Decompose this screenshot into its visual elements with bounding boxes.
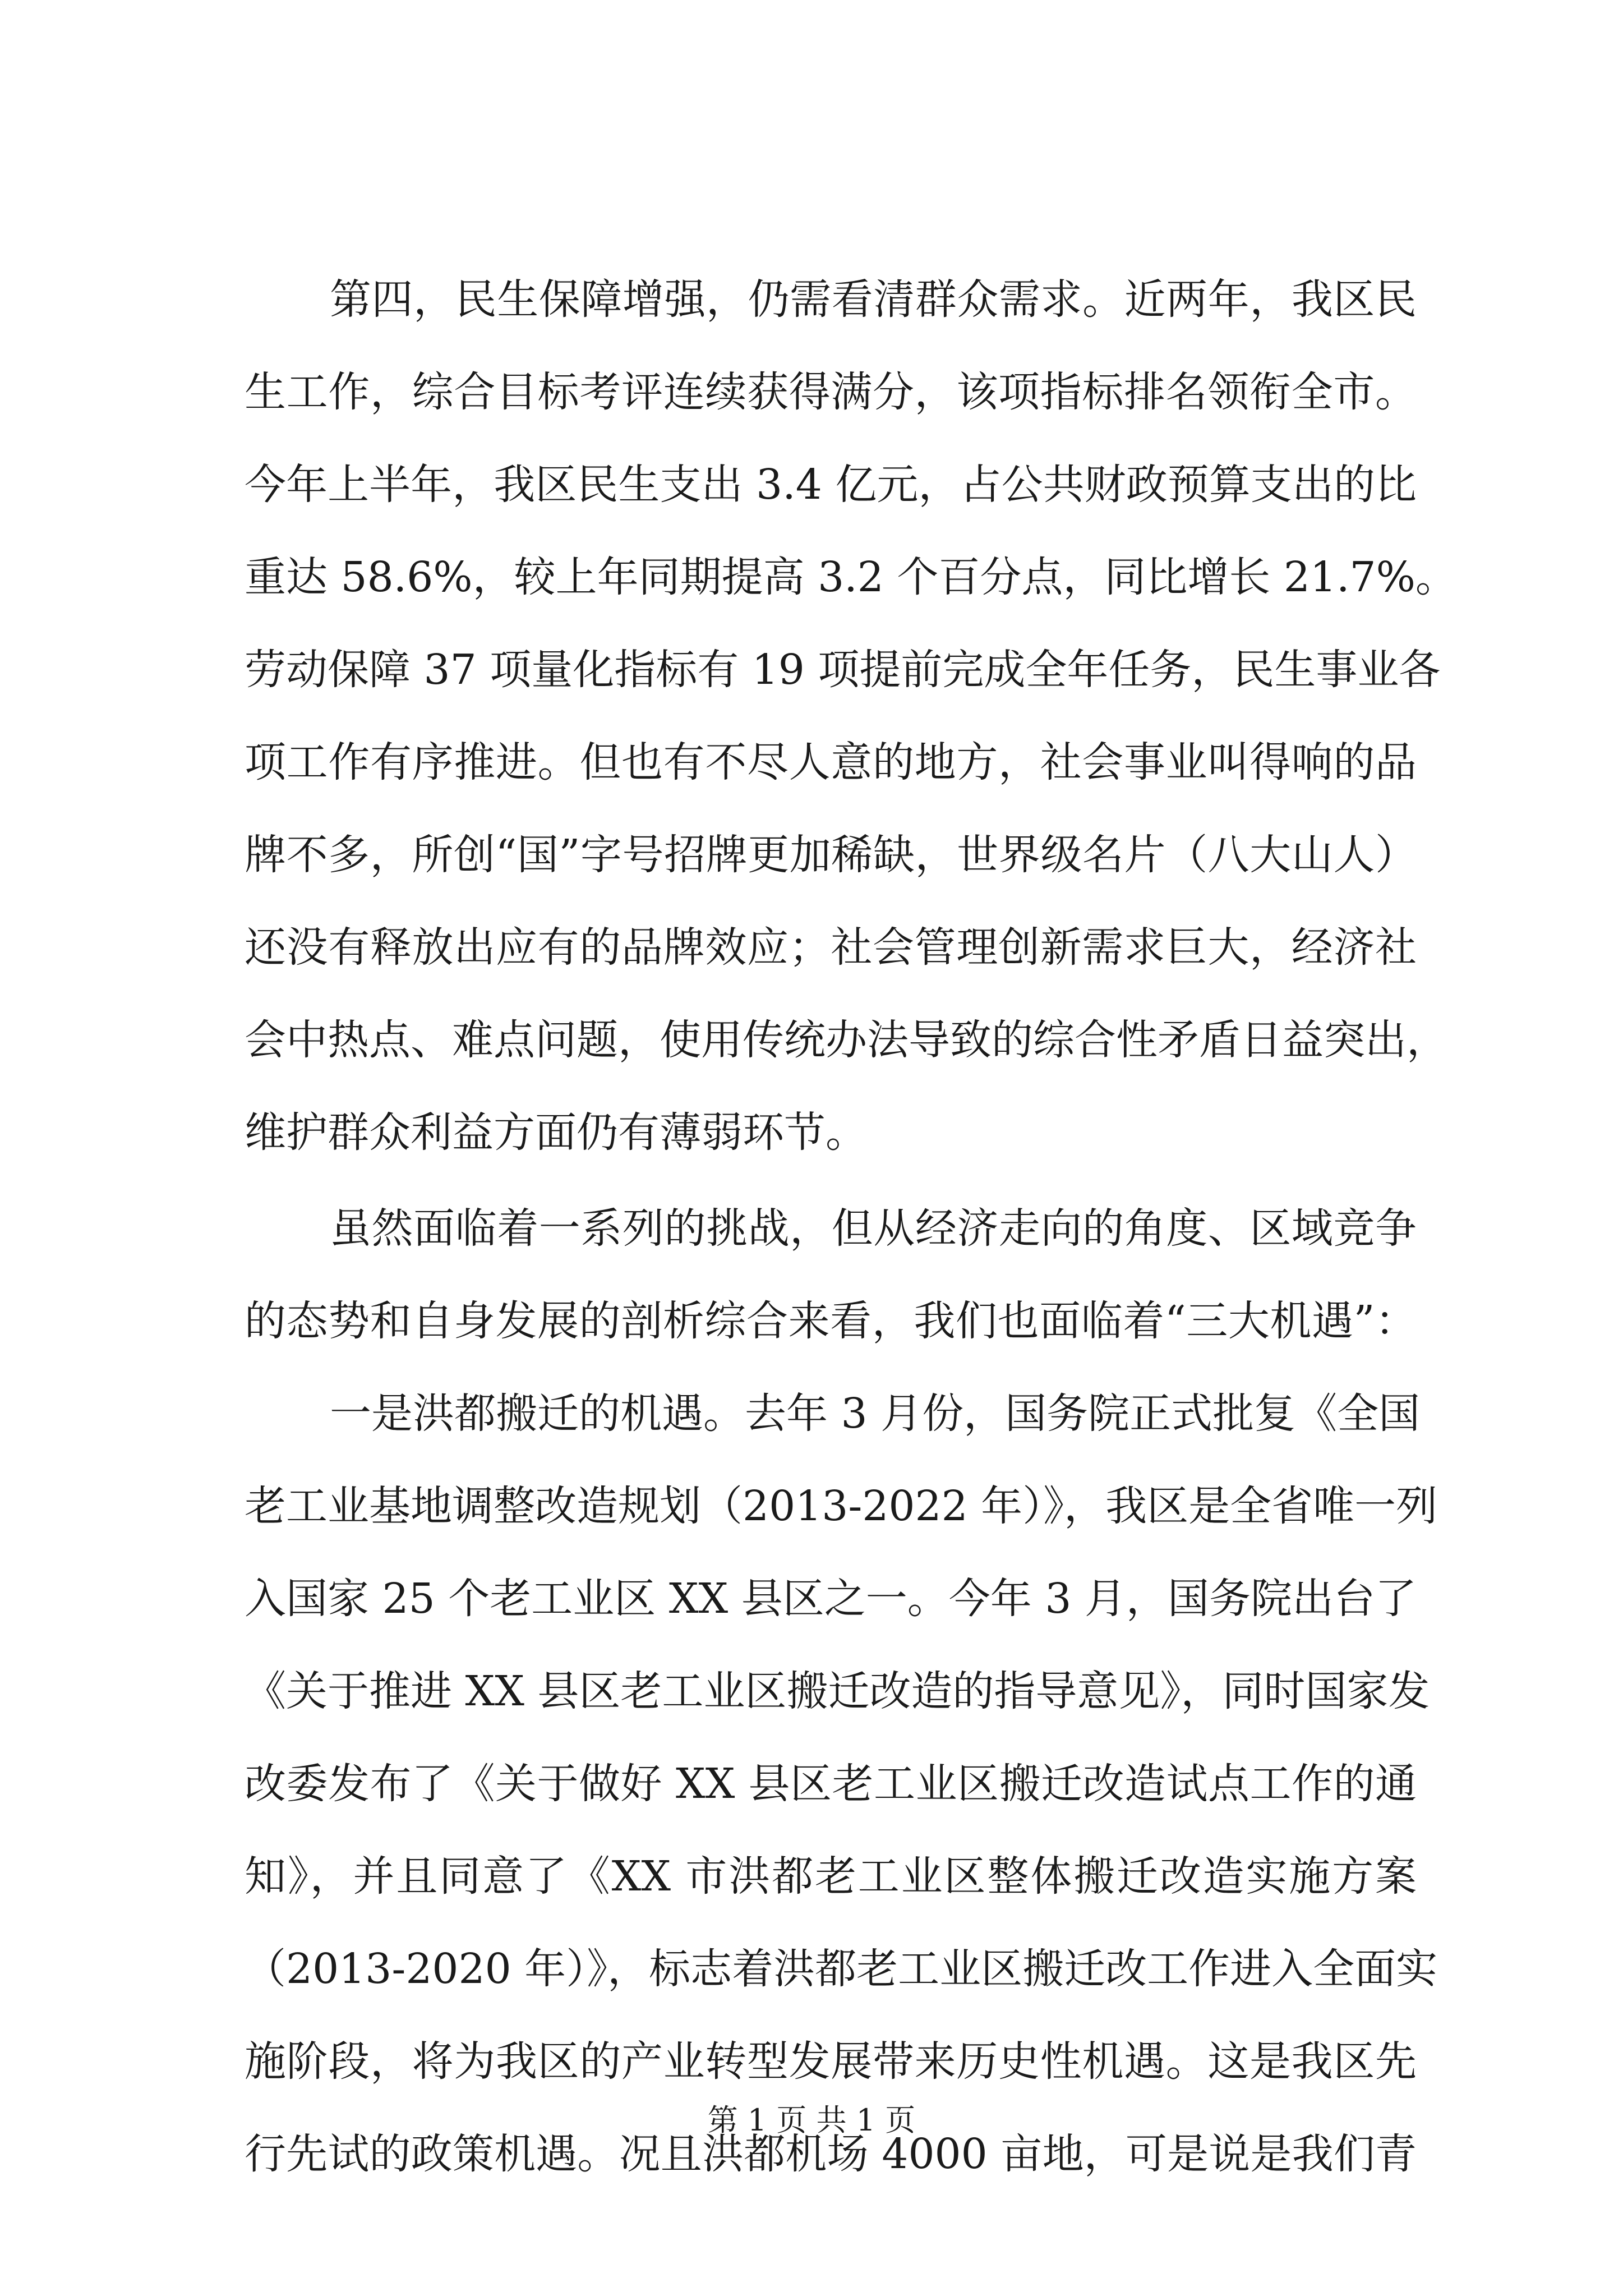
text-line: 的态势和自身发展的剖析综合来看，我们也面临着“三大机遇”：	[245, 1297, 1417, 1345]
body-text	[245, 254, 1457, 2201]
text-line: 第四，民生保障增强，仍需看清群众需求。近两年，我区民	[330, 275, 1417, 324]
paragraph-3	[245, 1368, 1438, 2201]
page-footer	[0, 2098, 1623, 2143]
text-line: 牌不多，所创“国”字号招牌更加稀缺，世界级名片（八大山人）	[245, 831, 1417, 879]
text-line: 重达 58.6%，较上年同期提高 3.2 个百分点，同比增长 21.7%。	[245, 553, 1457, 601]
paragraph-1	[245, 254, 1457, 1179]
text-line: 知》，并且同意了《XX 市洪都老工业区整体搬迁改造实施方案	[245, 1852, 1417, 1901]
text-line: 虽然面临着一系列的挑战，但从经济走向的角度、区域竞争	[330, 1204, 1417, 1253]
text-line: 劳动保障 37 项量化指标有 19 项提前完成全年任务，民生事业各	[245, 646, 1441, 694]
text-line: 会中热点、难点问题，使用传统办法导致的综合性矛盾日益突出，	[245, 1016, 1448, 1064]
text-line: 还没有释放出应有的品牌效应；社会管理创新需求巨大，经济社	[245, 923, 1417, 972]
text-line: 项工作有序推进。但也有不尽人意的地方，社会事业叫得响的品	[245, 738, 1417, 786]
text-line: 今年上半年，我区民生支出 3.4 亿元，占公共财政预算支出的比	[245, 461, 1417, 509]
text-line: 施阶段，将为我区的产业转型发展带来历史性机遇。这是我区先	[245, 2037, 1417, 2086]
text-line: 维护群众利益方面仍有薄弱环节。	[245, 1108, 867, 1157]
text-line: 《关于推进 XX 县区老工业区搬迁改造的指导意见》，同时国家发	[245, 1667, 1430, 1715]
text-line: 行先试的政策机遇。况且洪都机场 4000 亩地，可是说是我们青	[245, 2130, 1417, 2178]
text-line: 老工业基地调整改造规划（2013-2022 年）》，我区是全省唯一列	[245, 1482, 1438, 1530]
paragraph-2	[245, 1182, 1417, 1368]
text-line: 入国家 25 个老工业区 XX 县区之一。今年 3 月，国务院出台了	[245, 1575, 1417, 1623]
text-line: 生工作，综合目标考评连续获得满分，该项指标排名领衔全市。	[245, 368, 1417, 416]
text-line: 改委发布了《关于做好 XX 县区老工业区搬迁改造试点工作的通	[245, 1760, 1417, 1808]
text-line: 一是洪都搬迁的机遇。去年 3 月份，国务院正式批复《全国	[330, 1389, 1421, 1438]
text-line: （2013-2020 年）》，标志着洪都老工业区搬迁改工作进入全面实	[245, 1945, 1438, 1993]
page-number-label: 第 1 页 共 1 页	[707, 2102, 916, 2138]
